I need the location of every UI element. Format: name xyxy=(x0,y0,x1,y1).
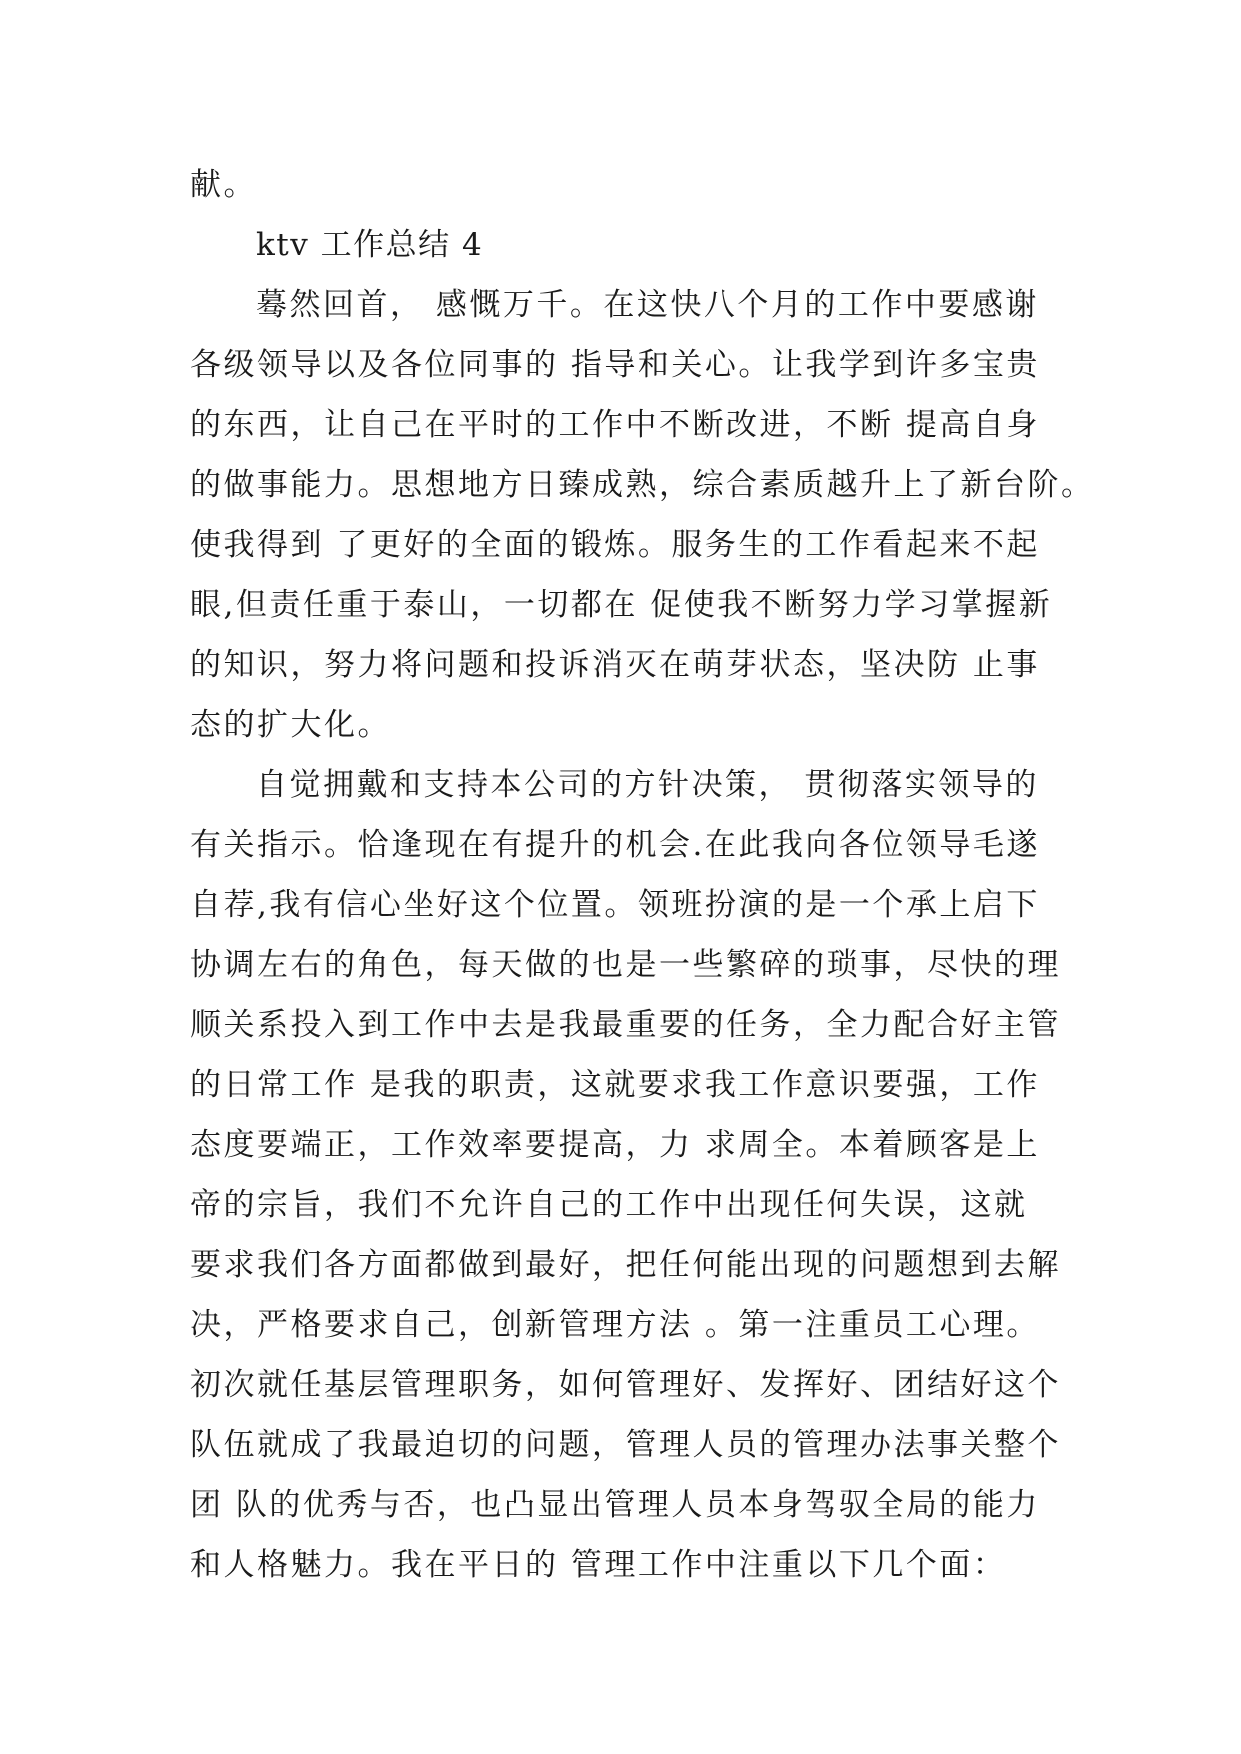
text-line: 的东西，让自己在平时的工作中不断改进，不断 提高自身 xyxy=(190,407,1040,443)
text-line: 有关指示。恰逢现在有提升的机会.在此我向各位领导毛遂 xyxy=(190,827,1040,863)
text-line: 协调左右的角色，每天做的也是一些繁碎的琐事，尽快的理 xyxy=(190,947,1061,983)
text-line: 团 队的优秀与否，也凸显出管理人员本身驾驭全局的能力 xyxy=(190,1487,1040,1523)
text-line: 队伍就成了我最迫切的问题，管理人员的管理办法事关整个 xyxy=(190,1427,1061,1463)
text-line: 要求我们各方面都做到最好，把任何能出现的问题想到去解 xyxy=(190,1247,1061,1283)
text-line: 顺关系投入到工作中去是我最重要的任务，全力配合好主管 xyxy=(190,1007,1061,1043)
section-heading: ktv 工作总结 4 xyxy=(256,227,484,263)
text-line: 初次就任基层管理职务，如何管理好、发挥好、团结好这个 xyxy=(190,1367,1061,1403)
text-line: 使我得到 了更好的全面的锻炼。服务生的工作看起来不起 xyxy=(190,527,1040,563)
document-body xyxy=(190,155,1095,1595)
text-line: 决，严格要求自己，创新管理方法 。第一注重员工心理。 xyxy=(190,1307,1040,1343)
text-line: 帝的宗旨，我们不允许自己的工作中出现任何失误，这就 xyxy=(190,1187,1028,1223)
text-line: 的知识，努力将问题和投诉消灭在萌芽状态，坚决防 止事 xyxy=(190,647,1040,683)
text-line: 自觉拥戴和支持本公司的方针决策， 贯彻落实领导的 xyxy=(256,767,1039,803)
text-line: 和人格魅力。我在平日的 管理工作中注重以下几个面： xyxy=(190,1547,1007,1583)
text-line: 蓦然回首， 感慨万千。在这快八个月的工作中要感谢 xyxy=(256,287,1039,323)
text-line: 态的扩大化。 xyxy=(190,707,391,743)
text-line: 各级领导以及各位同事的 指导和关心。让我学到许多宝贵 xyxy=(190,347,1040,383)
paragraph-end-line: 献。 xyxy=(190,167,257,203)
text-line: 的做事能力。思想地方日臻成熟，综合素质越升上了新台阶。 xyxy=(190,467,1095,503)
text-line: 自荐,我有信心坐好这个位置。领班扮演的是一个承上启下 xyxy=(190,887,1040,923)
text-line: 的日常工作 是我的职责，这就要求我工作意识要强，工作 xyxy=(190,1067,1040,1103)
text-line: 眼,但责任重于泰山，一切都在 促使我不断努力学习掌握新 xyxy=(190,587,1053,623)
text-line: 态度要端正，工作效率要提高，力 求周全。本着顾客是上 xyxy=(190,1127,1040,1163)
